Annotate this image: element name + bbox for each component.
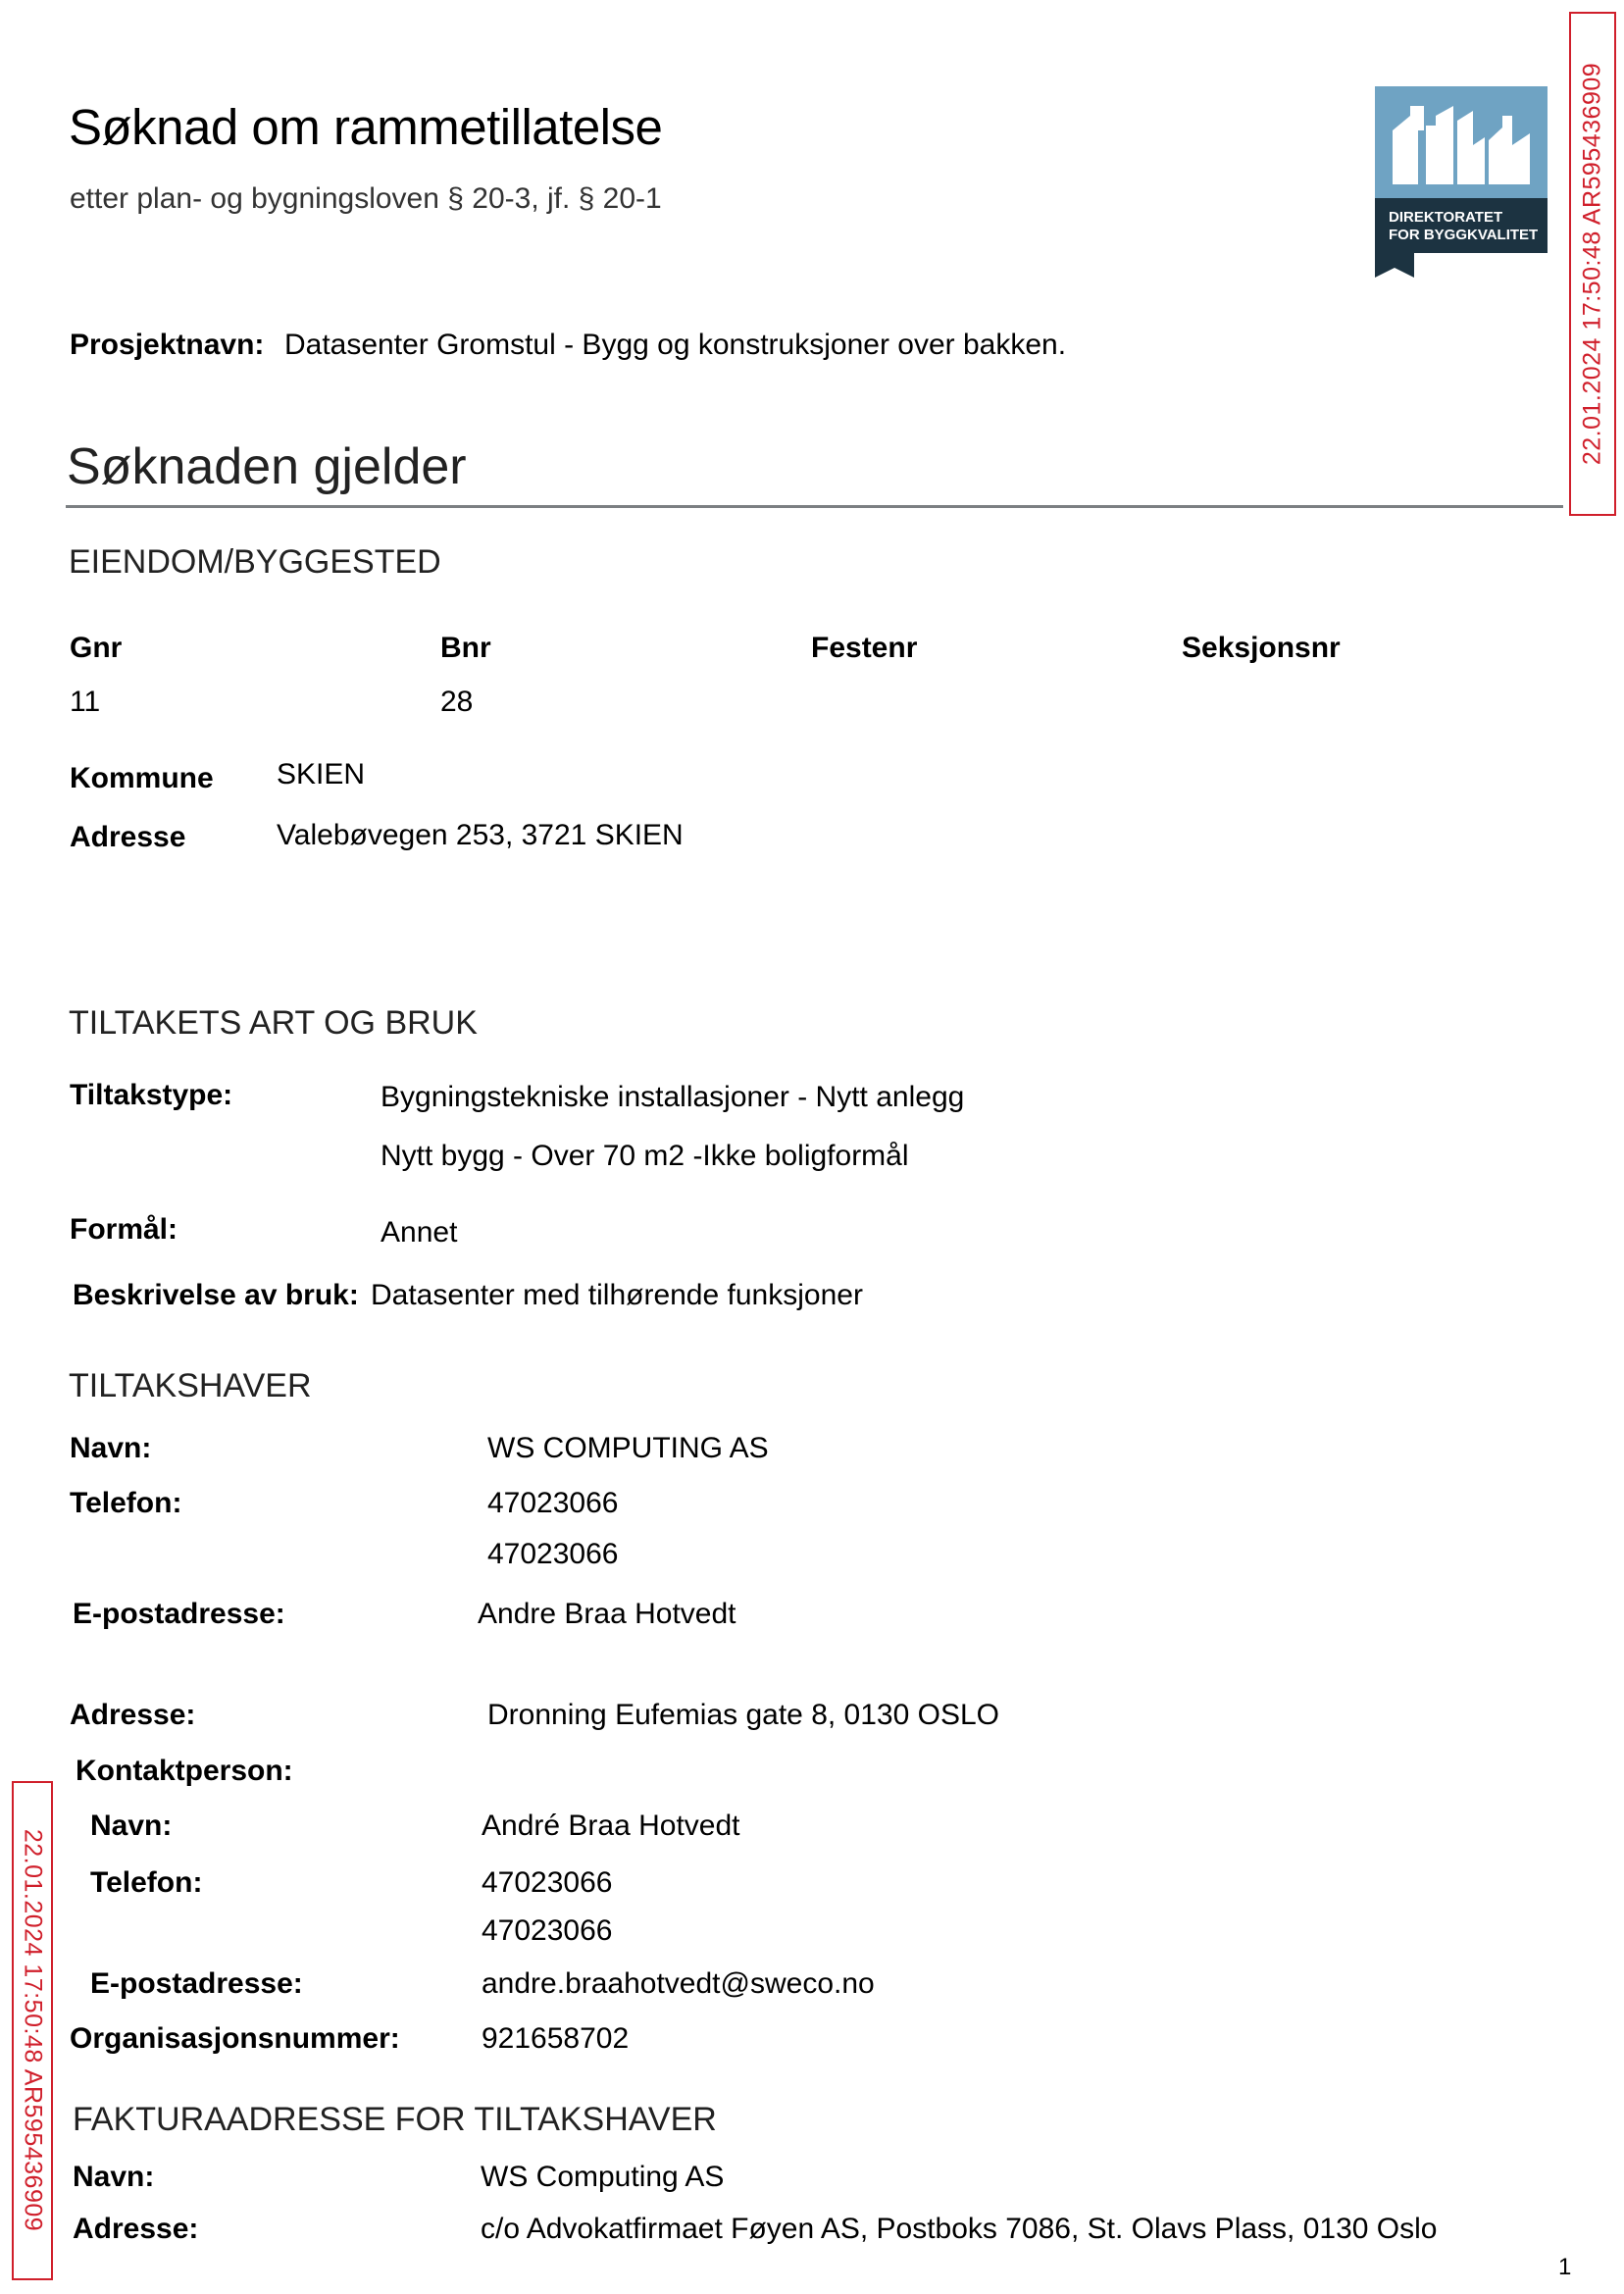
th-adresse-value: Dronning Eufemias gate 8, 0130 OSLO xyxy=(487,1699,999,1731)
th-adresse-label: Adresse: xyxy=(70,1699,196,1731)
kp-telefon-value-2: 47023066 xyxy=(482,1914,613,1947)
org-label: Organisasjonsnummer: xyxy=(70,2022,400,2055)
page-number: 1 xyxy=(1558,2254,1572,2280)
beskrivelse-label: Beskrivelse av bruk: xyxy=(73,1279,359,1311)
th-navn-label: Navn: xyxy=(70,1432,152,1464)
value-gnr: 11 xyxy=(70,686,101,718)
formal-label: Formål: xyxy=(70,1213,178,1246)
project-label: Prosjektnavn: xyxy=(70,329,265,361)
th-navn-value: WS COMPUTING AS xyxy=(487,1432,769,1464)
beskrivelse-value: Datasenter med tilhørende funksjoner xyxy=(371,1279,863,1311)
stamp-text-bottom: 22.01.2024 17:50:48 AR595436909 xyxy=(19,1828,47,2232)
section-heading-tiltakshaver: TILTAKSHAVER xyxy=(69,1367,312,1404)
th-telefon-value-1: 47023066 xyxy=(487,1487,619,1519)
col-festenr: Festenr xyxy=(811,632,918,664)
value-bnr: 28 xyxy=(440,686,474,718)
adresse-value: Valebøvegen 253, 3721 SKIEN xyxy=(277,819,684,851)
project-value: Datasenter Gromstul - Bygg og konstruksjoner over bakken. xyxy=(284,329,1067,361)
stamp-bottom-left xyxy=(12,1781,53,2280)
section-heading-tiltak: TILTAKETS ART OG BRUK xyxy=(69,1004,478,1042)
section-heading-property: EIENDOM/BYGGESTED xyxy=(69,543,441,581)
stamp-top-right xyxy=(1569,12,1616,516)
formal-value: Annet xyxy=(381,1216,458,1249)
faktura-adresse-label: Adresse: xyxy=(73,2213,199,2245)
applies-heading: Søknaden gjelder xyxy=(67,438,467,495)
kp-navn-label: Navn: xyxy=(90,1810,173,1842)
kp-navn-value: André Braa Hotvedt xyxy=(482,1810,740,1842)
heading-rule xyxy=(66,505,1563,508)
logo-line-2: FOR BYGGKVALITET xyxy=(1389,227,1539,243)
th-epost-label: E-postadresse: xyxy=(73,1598,285,1630)
logo-line-1: DIREKTORATET xyxy=(1389,209,1503,226)
faktura-navn-label: Navn: xyxy=(73,2161,155,2193)
col-gnr: Gnr xyxy=(70,632,123,664)
kp-epost-value: andre.braahotvedt@sweco.no xyxy=(482,1967,875,2000)
tiltakstype-value-1: Bygningstekniske installasjoner - Nytt anlegg xyxy=(381,1081,965,1113)
th-epost-value: Andre Braa Hotvedt xyxy=(478,1598,736,1630)
stamp-text-top: 22.01.2024 17:50:48 AR595436909 xyxy=(1578,62,1606,466)
dibk-logo xyxy=(1375,86,1548,278)
faktura-navn-value: WS Computing AS xyxy=(481,2161,725,2193)
col-seksjonsnr: Seksjonsnr xyxy=(1182,632,1341,664)
kp-epost-label: E-postadresse: xyxy=(90,1967,303,2000)
col-bnr: Bnr xyxy=(440,632,491,664)
th-telefon-label: Telefon: xyxy=(70,1487,182,1519)
tiltakstype-label: Tiltakstype: xyxy=(70,1079,233,1111)
kp-telefon-label: Telefon: xyxy=(90,1866,203,1899)
kommune-value: SKIEN xyxy=(277,758,366,790)
faktura-adresse-value: c/o Advokatfirmaet Føyen AS, Postboks 7086, St. Olavs Plass, 0130 Oslo xyxy=(481,2213,1438,2245)
tiltakstype-value-2: Nytt bygg - Over 70 m2 -Ikke boligformål xyxy=(381,1140,909,1172)
kp-telefon-value-1: 47023066 xyxy=(482,1866,613,1899)
kontakt-label: Kontaktperson: xyxy=(76,1755,293,1787)
adresse-label: Adresse xyxy=(70,821,186,853)
document-title: Søknad om rammetillatelse xyxy=(69,99,663,155)
document-subtitle: etter plan- og bygningsloven § 20-3, jf. § 20-1 xyxy=(70,182,662,215)
th-telefon-value-2: 47023066 xyxy=(487,1538,619,1570)
org-value: 921658702 xyxy=(482,2022,630,2055)
dibk-logo-graphic xyxy=(1375,86,1548,278)
section-heading-faktura: FAKTURAADRESSE FOR TILTAKSHAVER xyxy=(73,2101,717,2138)
kommune-label: Kommune xyxy=(70,762,214,794)
